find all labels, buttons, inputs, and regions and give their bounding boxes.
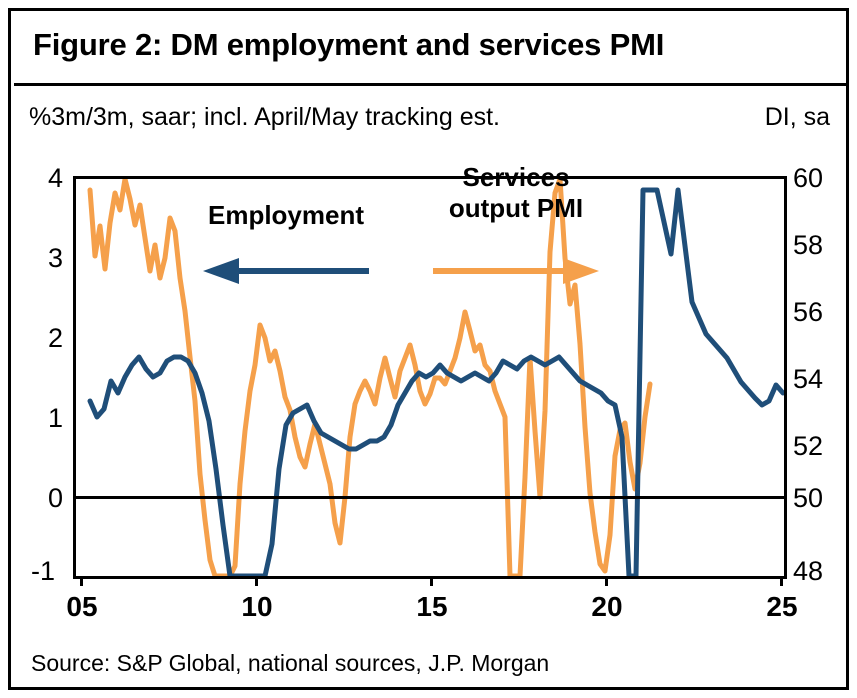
y2label-56: 56 (793, 297, 824, 327)
y2label-60: 60 (793, 163, 824, 193)
left-axis-units-label: %3m/3m, saar; incl. April/May tracking est. (29, 103, 500, 131)
y2label-50: 50 (793, 483, 824, 513)
y2label-48: 48 (793, 556, 824, 586)
right-axis-units-label: DI, sa (764, 103, 830, 131)
y2label-58: 58 (793, 230, 824, 260)
y2label-52: 52 (793, 431, 824, 461)
ylabel-3: 3 (47, 243, 63, 273)
employment-annotation-label: Employment (207, 200, 365, 230)
services-annotation-arrow (431, 256, 601, 286)
source-note: Source: S&P Global, national sources, J.P. Morgan (31, 650, 550, 676)
services-annotation-label-line2: output PMI (448, 193, 584, 223)
ylabel-1: 1 (47, 403, 63, 433)
ylabel-neg1: -1 (30, 556, 55, 586)
ylabel-0: 0 (47, 483, 63, 513)
xtick-15 (430, 576, 433, 586)
employment-annotation-arrow (201, 256, 371, 286)
xtick-10 (255, 576, 258, 586)
chart-svg (76, 179, 784, 576)
xlabel-25: 25 (766, 591, 798, 622)
zero-line (73, 496, 787, 499)
xlabel-05: 05 (66, 591, 98, 622)
xtick-25 (780, 576, 783, 586)
xlabel-15: 15 (416, 591, 448, 622)
services-annotation-label-line1: Services (462, 162, 570, 192)
xlabel-20: 20 (591, 591, 623, 622)
page-title: Figure 2: DM employment and services PMI (33, 27, 665, 62)
title-divider (14, 83, 849, 86)
xlabel-10: 10 (241, 591, 273, 622)
figure-frame (8, 8, 849, 690)
ylabel-2: 2 (47, 323, 63, 353)
series-services-output-pmi (90, 179, 650, 576)
xtick-20 (605, 576, 608, 586)
ylabel-4: 4 (47, 163, 63, 193)
xtick-05 (80, 576, 83, 586)
y2label-54: 54 (793, 364, 824, 394)
plot-area (73, 176, 787, 576)
